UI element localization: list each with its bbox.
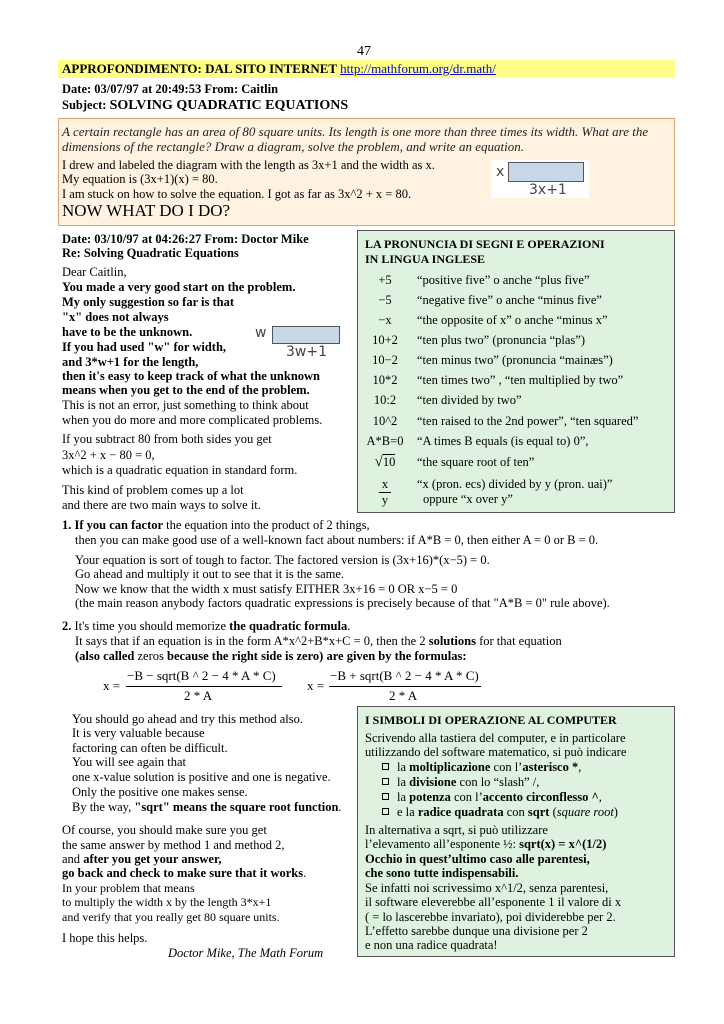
pron-txt: “ten raised to the 2nd power”, “ten squared” (417, 414, 639, 428)
symbols-l4a: l’elevamento all’esponente ½: (365, 837, 516, 851)
method-2-l3b: zeros (137, 649, 164, 663)
formula-2-bar (329, 686, 481, 687)
pronunciation-title-2: IN LINGUA INGLESE (365, 252, 486, 266)
pron-txt: “negative five” o anche “minus five” (417, 293, 602, 307)
answer-p7: and there are two main ways to solve it. (62, 498, 261, 512)
subject-text: SOLVING QUADRATIC EQUATIONS (109, 98, 349, 113)
pron-sym: 10*2 (372, 373, 398, 387)
method-2-l3c: because the right side is zero) are given by the formulas: (167, 649, 467, 663)
b4b: radice quadrata (417, 805, 504, 819)
pron-txt: “A times B equals (is equal to) 0”, (417, 434, 589, 448)
method-2-l2 (75, 634, 562, 649)
formula-1-numerator: −B − sqrt(B ^ 2 − 4 * A * C) (127, 668, 276, 683)
diagram-width-label: x (496, 164, 505, 180)
formula-1-denominator: 2 * A (184, 688, 213, 703)
method-1-l3: Your equation is sort of tough to factor. The factored version is (3x+16)*(x−5) = 0. (75, 553, 490, 567)
pron-txt: “x (pron. ecs) divided by y (pron. uai)” (417, 477, 613, 491)
b1c: con l’ (493, 760, 523, 774)
pron-txt: “the square root of ten” (417, 455, 535, 469)
b4e: square root (556, 805, 614, 819)
check-l4: go back and check to make sure that it works. (62, 866, 307, 880)
try-l7b: "sqrt" means the square root function (134, 800, 339, 814)
diagram-w-label: w (255, 325, 267, 341)
bullet-power: la potenza con l’accento circonflesso ^, (382, 790, 602, 805)
symbols-l1: Scrivendo alla tastiera del computer, e in particolare (365, 731, 626, 745)
b1a: la (397, 760, 407, 774)
symbols-l4 (365, 837, 606, 852)
bullet-divide (382, 775, 539, 790)
pron-txt: “ten minus two” (pronuncia “mainæs”) (417, 353, 613, 367)
bullet-sqrt: e la radice quadrata con sqrt (square root) (382, 805, 618, 820)
method-2-l2c: for that equation (479, 634, 562, 648)
diagram-length-label: 3x+1 (529, 182, 567, 198)
formula-2-lhs: x = (307, 678, 325, 693)
b2c: con lo “slash” /, (459, 775, 540, 789)
method-2-b: the quadratic formula (229, 619, 348, 633)
try-l7a: By the way, (72, 800, 132, 814)
answer-p6: This kind of problem comes up a lot (62, 483, 244, 497)
try-l7: By the way, "sqrt" means the square root function. (72, 800, 342, 814)
method-1-l2: then you can make good use of a well-known fact about numbers: if A*B = 0, then either A = 0 or B = 0. (75, 533, 599, 547)
symbols-l7: Se infatti noi scrivessimo x^1/2, senza parentesi, (365, 881, 609, 895)
b3c: con l’ (453, 790, 483, 804)
frac-bot: y (381, 493, 389, 507)
diagram-rect-w (272, 326, 340, 344)
check-l2: the same answer by method 1 and method 2, (62, 838, 285, 852)
try-l6: Only the positive one makes sense. (72, 785, 248, 799)
page-number: 47 (357, 44, 371, 59)
pron-sym: 10:2 (373, 393, 397, 407)
pron-txt: “positive five” o anche “plus five” (417, 273, 590, 287)
symbols-l10: L’effetto sarebbe dunque una divisione per 2 (365, 924, 588, 938)
banner-link[interactable]: http://mathforum.org/dr.math/ (340, 61, 496, 76)
checkbox-bullet-icon (382, 763, 389, 770)
answer-p1: This is not an error, just something to think about (62, 398, 309, 412)
b3d: accento circonflesso ^ (482, 790, 599, 804)
symbols-l5: Occhio in quest’ultimo caso alle parentesi, (365, 852, 590, 866)
checkbox-bullet-icon (382, 778, 389, 785)
check-l6: to multiply the width x by the length 3*x+1 (62, 895, 272, 909)
check-l5: In your problem that means (62, 881, 195, 895)
method-1-num: 1. (62, 518, 72, 532)
closing: I hope this helps. (62, 931, 148, 945)
check-l3b: after you get your answer, (83, 852, 222, 866)
answer-b7: then it's easy to keep track of what the unknown (62, 369, 321, 383)
question-line-2: My equation is (3x+1)(x) = 80. (62, 172, 218, 186)
frac-top: x (381, 477, 389, 491)
pron-sym: 10−2 (372, 353, 398, 367)
answer-b6: and 3*w+1 for the length, (62, 355, 199, 369)
check-l3 (62, 852, 222, 867)
formula-2-denominator: 2 * A (389, 688, 418, 703)
symbols-l3: In alternativa a sqrt, si può utilizzare (365, 823, 548, 837)
rectangle-diagram-w (252, 324, 348, 362)
method-1-l6: (the main reason anybody factors quadratic expressions is precisely because of that "A*B = 0" rule above). (75, 596, 610, 610)
check-l7: and verify that you really get 80 square units. (62, 910, 280, 924)
subject-label: Subject: (62, 98, 107, 112)
method-2-l2b: solutions (428, 634, 476, 648)
answer-b1: You made a very good start on the problem. (62, 280, 296, 294)
b1b: moltiplicazione (409, 760, 491, 774)
answer-p4: 3x^2 + x − 80 = 0, (62, 448, 155, 462)
radical-icon: √ (374, 454, 383, 470)
answer-date: Date: 03/10/97 at 04:26:27 From: Doctor Mike (62, 232, 309, 246)
answer-re: Re: Solving Quadratic Equations (62, 246, 239, 260)
formula-2-numerator: −B + sqrt(B ^ 2 − 4 * A * C) (330, 668, 479, 683)
symbols-l6: che sono tutte indispensabili. (365, 866, 519, 880)
method-1-bold: If you can factor (74, 518, 164, 532)
answer-p3: If you subtract 80 from both sides you get (62, 432, 272, 446)
pron-txt-2: oppure “x over y” (423, 492, 513, 506)
method-1-l4: Go ahead and multiply it out to see that it is the same. (75, 567, 345, 581)
method-2-l3 (75, 649, 467, 664)
sqrt-symbol (360, 455, 410, 470)
pron-txt: “ten plus two” (pronuncia “plas”) (417, 333, 585, 347)
answer-greeting: Dear Caitlin, (62, 265, 127, 279)
answer-b2: My only suggestion so far is that (62, 295, 235, 309)
check-l1: Of course, you should make sure you get (62, 823, 267, 837)
b4d: sqrt (527, 805, 550, 819)
rectangle-diagram-x (491, 160, 589, 198)
try-l4: You will see again that (72, 755, 186, 769)
pron-row-fraction (360, 477, 670, 509)
answer-b5: If you had used "w" for width, (62, 340, 227, 354)
question-shout: NOW WHAT DO I DO? (62, 201, 231, 220)
question-date: Date: 03/07/97 at 20:49:53 From: Caitlin (62, 82, 279, 96)
answer-b8: means when you get to the end of the problem. (62, 383, 310, 397)
method-1-rest: the equation into the product of 2 things, (166, 518, 370, 532)
signature: Doctor Mike, The Math Forum (168, 946, 324, 960)
section-banner (58, 60, 675, 78)
symbols-l4b: sqrt(x) = x^(1/2) (519, 837, 607, 851)
diagram-3w1-label: 3w+1 (286, 344, 327, 360)
method-1 (62, 518, 370, 533)
try-l2: It is very valuable because (72, 726, 205, 740)
check-l4-text: go back and check to make sure that it works (62, 866, 304, 880)
answer-b3: "x" does not always (62, 310, 169, 324)
symbols-l2: utilizzando del software matematico, si può indicare (365, 745, 627, 759)
method-2-l3a: (also called (75, 649, 135, 663)
pron-sym: +5 (378, 273, 392, 287)
formula-1-lhs: x = (103, 678, 121, 693)
checkbox-bullet-icon (382, 793, 389, 800)
b4c: con (506, 805, 525, 819)
symbols-l8: il software eleverebbe all’esponente 1 il valore di x (365, 895, 622, 909)
pron-sym: 10^2 (372, 414, 398, 428)
answer-b4: have to be the unknown. (62, 325, 193, 339)
question-subject (62, 98, 348, 113)
bullet-multiply: la moltiplicazione con l’asterisco *, (382, 760, 581, 775)
symbols-l11: e non una radice quadrata! (365, 938, 498, 952)
symbols-l9: ( = lo lascerebbe invariato), poi dividerebbe per 2. (365, 910, 616, 924)
method-2-l2a: It says that if an equation is in the form A*x^2+B*x+C = 0, then the 2 (75, 634, 426, 648)
answer-p2: when you do more and more complicated problems. (62, 413, 323, 427)
method-1-l5: Now we know that the width x must satisfy EITHER 3x+16 = 0 OR x−5 = 0 (75, 582, 458, 596)
checkbox-bullet-icon (382, 808, 389, 815)
method-2-num: 2. (62, 619, 72, 633)
banner-label: APPROFONDIMENTO: DAL SITO INTERNET (62, 61, 337, 76)
answer-p5: which is a quadratic equation in standard form. (62, 463, 298, 477)
pron-txt: “ten times two” , “ten multiplied by two” (417, 373, 624, 387)
pron-sym: −5 (378, 293, 392, 307)
b3a: la (397, 790, 407, 804)
pronunciation-title-1: LA PRONUNCIA DI SEGNI E OPERAZIONI (365, 237, 605, 251)
b2a: la (397, 775, 407, 789)
formula-1-bar (126, 686, 282, 687)
check-l3a: and (62, 852, 81, 866)
b1d: asterisco * (522, 760, 579, 774)
question-italic: A certain rectangle has an area of 80 square units. Its length is one more than three times its width. What are the dimensions of the rectangle? Draw a diagram, solve the problem, and write an equation. (62, 124, 649, 154)
question-line-1: I drew and labeled the diagram with the length as 3x+1 and the width as x. (62, 158, 435, 172)
try-l3: factoring can often be difficult. (72, 741, 228, 755)
try-l1: You should go ahead and try this method also. (72, 712, 304, 726)
b2b: divisione (409, 775, 457, 789)
method-2-a: It's time you should memorize (74, 619, 227, 633)
diagram-rect (508, 162, 584, 182)
pron-sym: A*B=0 (366, 434, 404, 448)
sqrt-radicand: 10 (382, 455, 396, 469)
method-2: 2. It's time you should memorize the quadratic formula. (62, 619, 351, 633)
b4a: e la (397, 805, 415, 819)
pron-txt: “the opposite of x” o anche “minus x” (417, 313, 608, 327)
question-line-3: I am stuck on how to solve the equation. I got as far as 3x^2 + x = 80. (62, 187, 412, 201)
symbols-title: I SIMBOLI DI OPERAZIONE AL COMPUTER (365, 713, 617, 727)
pron-txt: “ten divided by two” (417, 393, 522, 407)
b3b: potenza (409, 790, 451, 804)
pron-sym: −x (378, 313, 392, 327)
try-l5: one x-value solution is positive and one is negative. (72, 770, 331, 784)
pron-sym: 10+2 (372, 333, 398, 347)
